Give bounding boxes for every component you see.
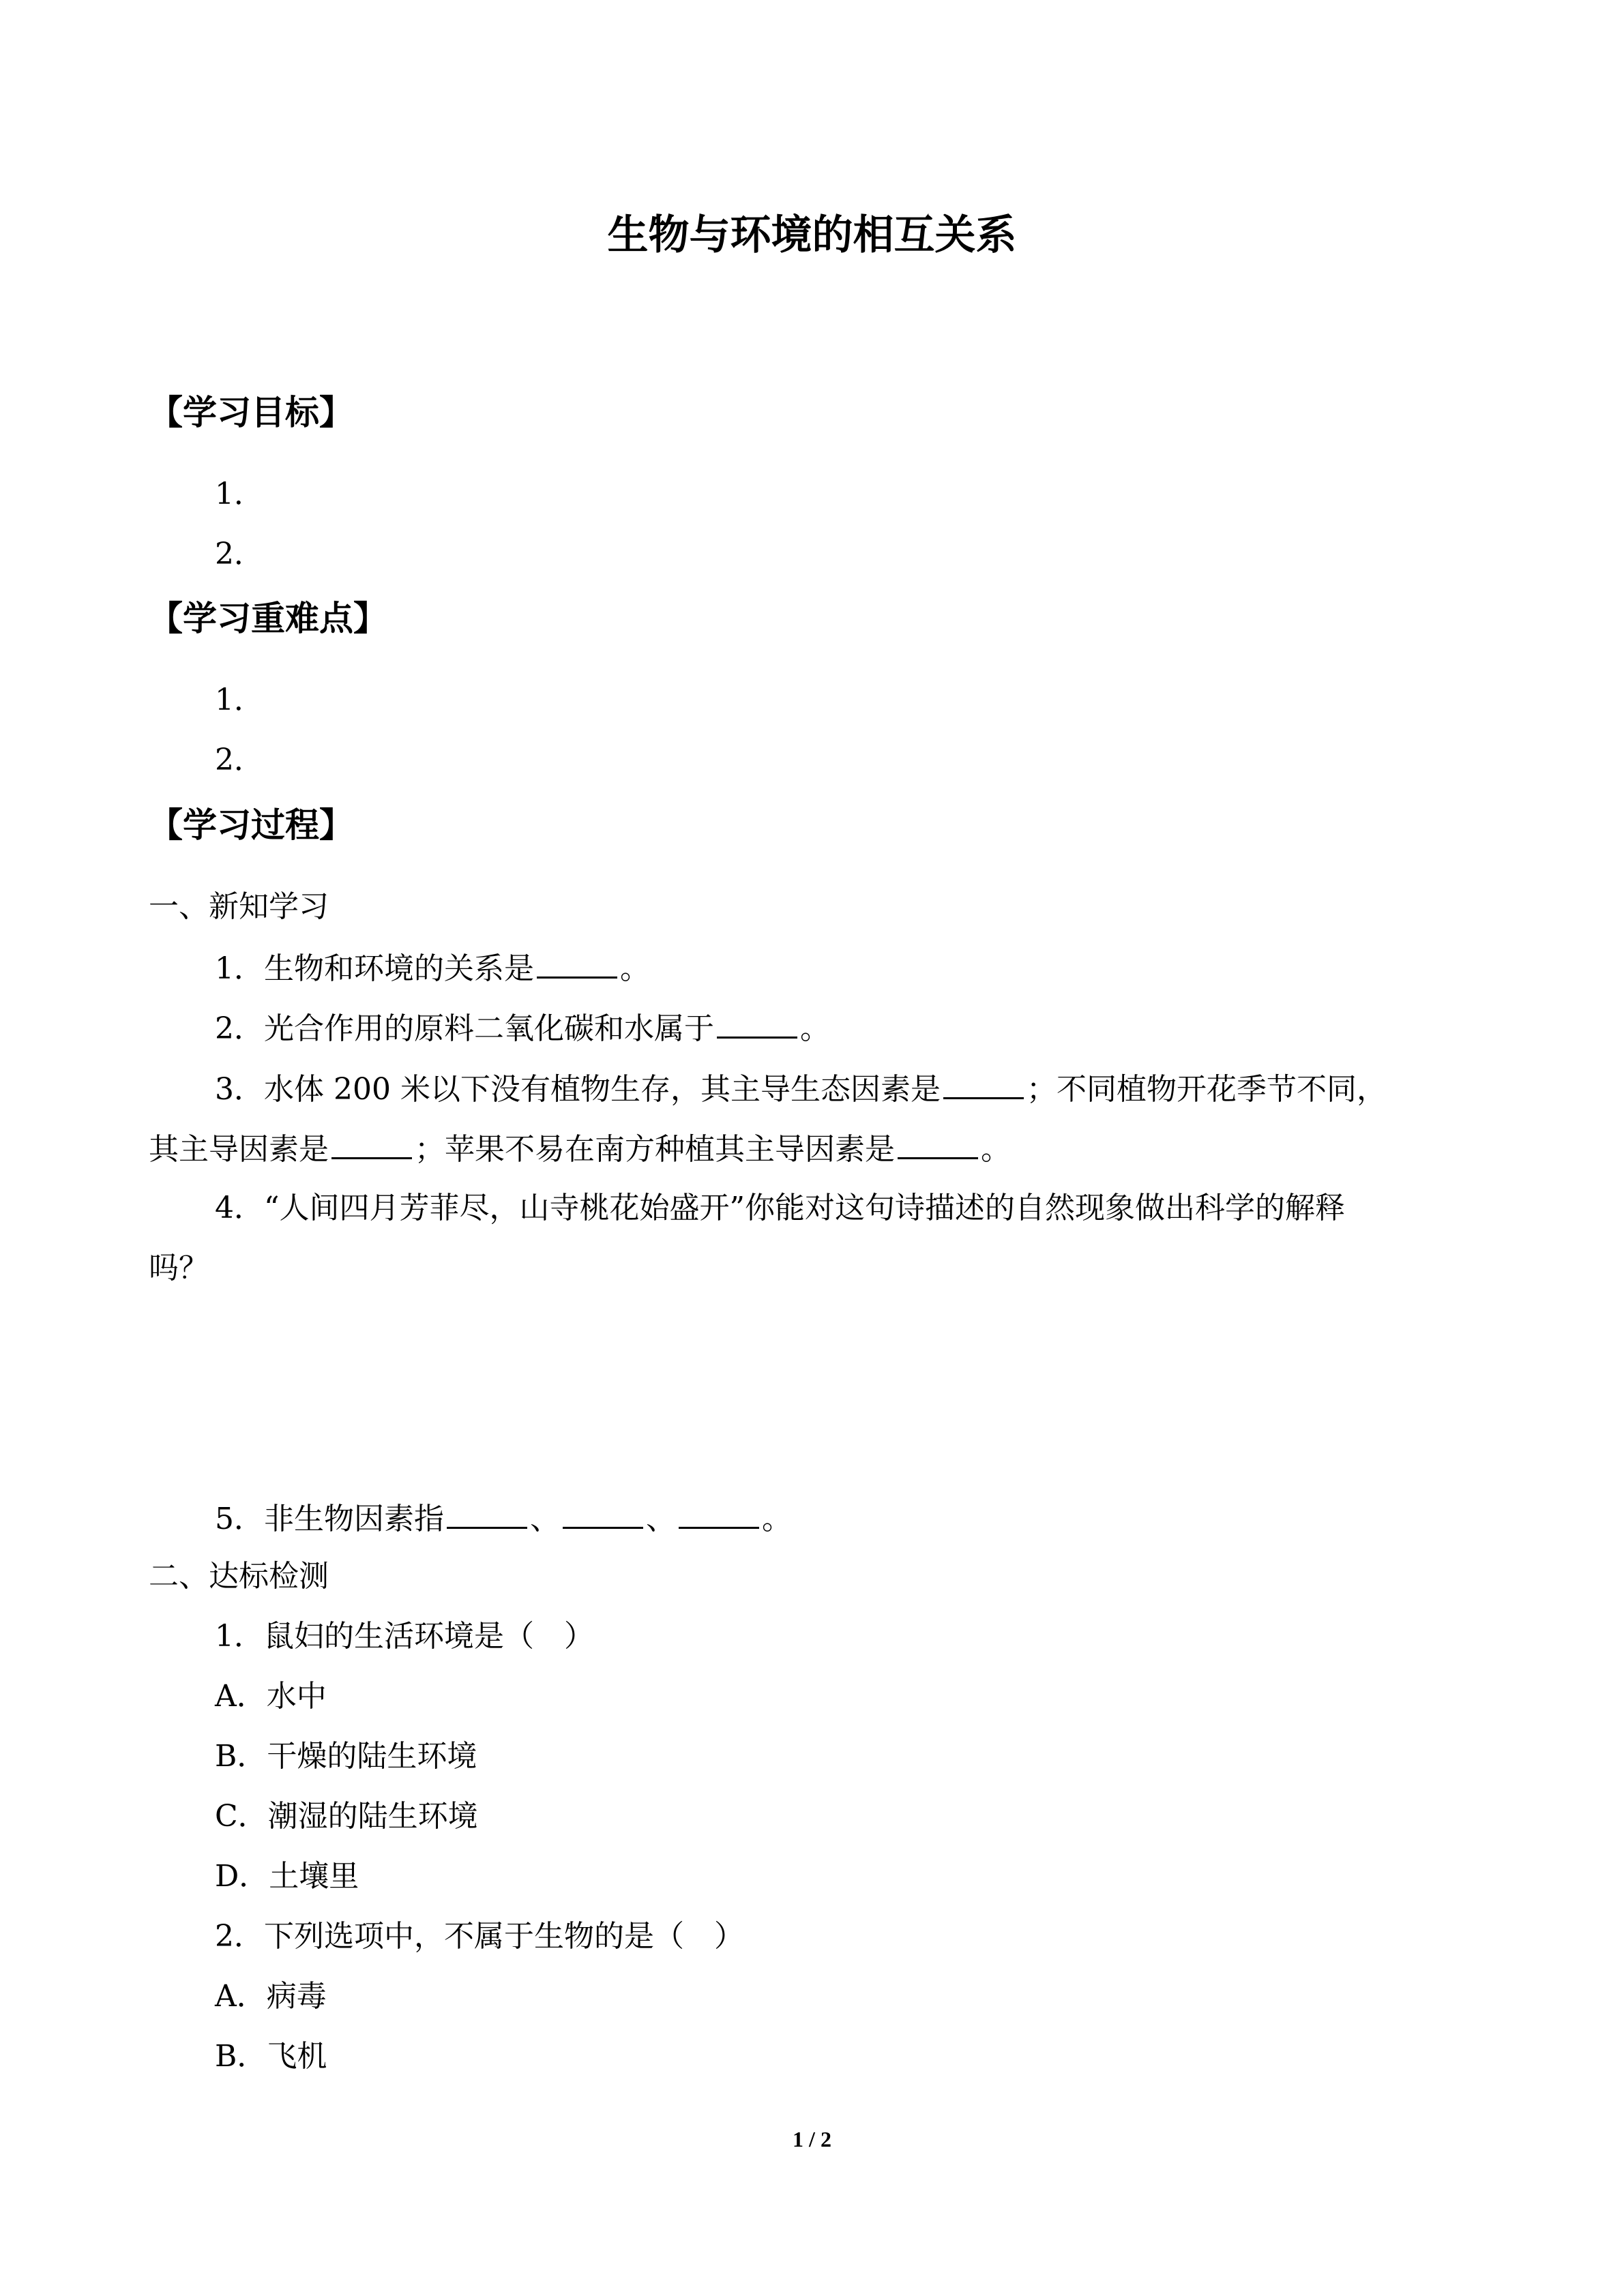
part2-q1-option-d: D．土壤里 xyxy=(215,1859,359,1894)
part2-question-2-stem: 2．下列选项中，不属于生物的是（ ） xyxy=(215,1919,744,1954)
question-text: 3．水体 200 米以下没有植物生存，其主导生态因素是 xyxy=(215,1072,941,1107)
answer-blank xyxy=(331,1126,412,1159)
part2-q1-option-a: A．水中 xyxy=(215,1679,327,1714)
answer-blank xyxy=(563,1495,643,1529)
question-text: 。 xyxy=(800,1011,830,1046)
question-text: 。 xyxy=(762,1502,792,1536)
part2-heading: 二、达标检测 xyxy=(149,1559,329,1594)
part2-q2-option-a: A．病毒 xyxy=(215,1979,327,2014)
document-title: 生物与环境的相互关系 xyxy=(607,211,1017,259)
question-text: 、 xyxy=(530,1502,560,1536)
goal-item-1: 1． xyxy=(215,477,264,511)
question-text: 。 xyxy=(981,1132,1011,1167)
part1-question-3-line2 xyxy=(149,1126,1011,1172)
answer-blank xyxy=(717,1005,797,1039)
part2-q1-option-b: B．干燥的陆生环境 xyxy=(215,1739,477,1774)
part1-heading: 一、新知学习 xyxy=(149,889,329,924)
question-text: 。 xyxy=(620,951,650,986)
question-text: ；苹果不易在南方种植其主导因素是 xyxy=(415,1132,895,1167)
part1-question-2 xyxy=(215,1005,830,1051)
goal-item-2: 2． xyxy=(215,537,264,571)
answer-blank xyxy=(537,945,617,979)
part1-question-3-line1 xyxy=(215,1066,1387,1112)
section-heading-key-points: 【学习重难点】 xyxy=(149,599,387,638)
answer-blank xyxy=(943,1066,1024,1099)
question-text: 、 xyxy=(646,1502,676,1536)
key-point-item-1: 1． xyxy=(215,683,264,717)
question-text: 其主导因素是 xyxy=(149,1132,329,1167)
part1-question-1 xyxy=(215,945,650,991)
question-text: 1．生物和环境的关系是 xyxy=(215,951,534,986)
section-heading-process: 【学习过程】 xyxy=(149,805,353,845)
question-text: 2．光合作用的原料二氧化碳和水属于 xyxy=(215,1011,714,1046)
part1-question-4-line1: 4．“人间四月芳菲尽，山寺桃花始盛开”你能对这句诗描述的自然现象做出科学的解释 xyxy=(215,1191,1345,1225)
answer-blank xyxy=(447,1495,527,1529)
page-number: 1 / 2 xyxy=(793,2127,831,2151)
answer-blank xyxy=(898,1126,978,1159)
section-heading-goals: 【学习目标】 xyxy=(149,393,353,432)
answer-blank xyxy=(679,1495,759,1529)
question-text: ；不同植物开花季节不同， xyxy=(1026,1072,1387,1107)
key-point-item-2: 2． xyxy=(215,743,264,777)
part1-question-4-line2: 吗？ xyxy=(149,1251,209,1285)
part2-q1-option-c: C．潮湿的陆生环境 xyxy=(215,1799,478,1834)
part1-question-5 xyxy=(215,1495,792,1541)
question-text: 5．非生物因素指 xyxy=(215,1502,444,1536)
part2-question-1-stem: 1．鼠妇的生活环境是（ ） xyxy=(215,1619,594,1654)
part2-q2-option-b: B．飞机 xyxy=(215,2039,327,2074)
